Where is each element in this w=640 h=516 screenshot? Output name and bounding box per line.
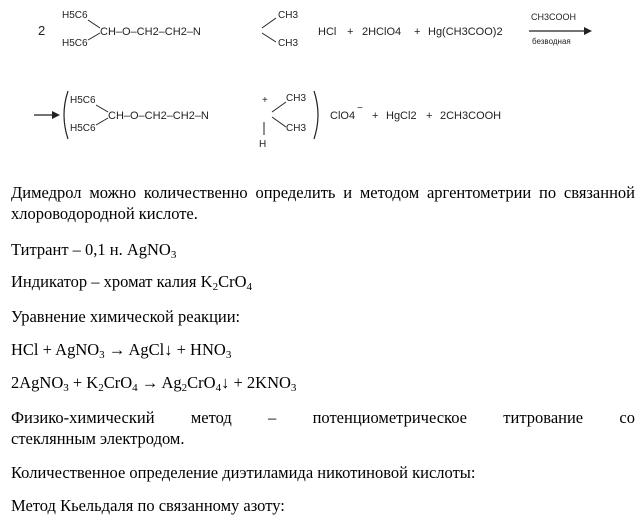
indicator-line [11, 271, 635, 292]
reaction-scheme-1 [0, 0, 640, 60]
reaction-scheme-2-drawing [0, 85, 640, 155]
bond-top [88, 20, 100, 28]
subscript: 4 [246, 281, 252, 293]
phenyl-bottom: H5C6 [62, 38, 88, 49]
physchem-line-1: Физико-химический метод – потенциометрическое титрование со [11, 408, 635, 427]
subscript: 2 [212, 281, 219, 293]
subscript: 3 [99, 349, 105, 361]
methyl-bond-top [272, 102, 286, 112]
methyl-bottom: CH3 [286, 123, 307, 134]
coefficient: 2 [38, 23, 46, 38]
hcl: HCl [318, 26, 337, 38]
bond-bottom [88, 33, 100, 40]
methyl-bond-bottom [262, 33, 276, 42]
methyl-bond-bottom [272, 117, 286, 127]
acetic-acid: 2CH3COOH [440, 110, 502, 122]
perchlorate-charge: − [357, 103, 363, 114]
equation-heading: Уравнение химической реакции: [11, 307, 241, 326]
equation-2 [11, 372, 635, 393]
subscript: 3 [170, 249, 177, 261]
perchloric-acid: 2HClO4 [362, 26, 402, 38]
equation-part: + K [68, 373, 99, 392]
reaction-scheme-1-drawing [0, 0, 640, 60]
methyl-top: CH3 [278, 10, 299, 21]
proton: H [259, 139, 267, 150]
mercury-acetate: Hg(CH3COO)2 [428, 26, 503, 38]
physchem-line-2: стеклянным электродом. [11, 429, 185, 448]
titrant-line [11, 239, 635, 260]
argentometry-paragraph: Димедрол можно количественно определить и методом аргентометрии по связанной хлороводородной кислоте. [11, 183, 635, 223]
arrow-label-bottom: безводная [532, 37, 571, 46]
bond-top [96, 105, 108, 112]
equation-part: 2AgNO [11, 373, 64, 392]
equation-part: HCl + AgNO [11, 340, 100, 359]
mercury-chloride: HgCl2 [386, 110, 417, 122]
subscript: 4 [132, 382, 138, 394]
left-bracket [64, 91, 68, 139]
equation-part: → Ag [137, 373, 182, 392]
arrow-label-top: CH3COOH [531, 12, 577, 22]
subscript: 3 [225, 349, 232, 361]
arrow-head [52, 111, 60, 119]
titrant-text: Титрант – 0,1 н. AgNO [11, 240, 171, 259]
equation-part: CrO [187, 373, 216, 392]
phenyl-bottom: H5C6 [70, 123, 96, 134]
reaction-scheme-2 [0, 85, 640, 155]
right-bracket [314, 91, 318, 139]
subscript: 4 [215, 382, 222, 394]
methyl-bond-top [262, 18, 276, 28]
indicator-text: Индикатор – хромат калия K [11, 272, 213, 291]
plus-sign: + [347, 26, 354, 38]
methyl-top: CH3 [286, 93, 307, 104]
subscript: 2 [98, 382, 104, 394]
ether-chain: CH–O–CH2–CH2–N [100, 26, 201, 38]
indicator-formula: CrO [218, 272, 247, 291]
positive-charge: + [262, 95, 268, 106]
equation-part: CrO [103, 373, 133, 392]
arrow-head [584, 27, 592, 35]
kjeldahl-heading: Метод Кьельдаля по связанному азоту: [11, 496, 285, 515]
subscript: 2 [181, 382, 188, 394]
equation-part: ↓ + 2KNO [221, 373, 291, 392]
phenyl-top: H5C6 [70, 95, 96, 106]
methyl-bottom: CH3 [278, 38, 299, 49]
plus-sign: + [426, 110, 433, 122]
nicotinic-heading: Количественное определение диэтиламида никотиновой кислоты: [11, 463, 476, 482]
equation-1 [11, 339, 635, 360]
subscript: 3 [290, 382, 297, 394]
plus-sign: + [372, 110, 379, 122]
equation-part: → AgCl↓ + HNO [104, 340, 226, 359]
phenyl-top: H5C6 [62, 10, 88, 21]
perchlorate-ion: ClO4 [330, 110, 356, 122]
plus-sign: + [414, 26, 421, 38]
bond-bottom [96, 118, 108, 125]
subscript: 3 [63, 382, 69, 394]
ether-chain: CH–O–CH2–CH2–N [108, 110, 209, 122]
